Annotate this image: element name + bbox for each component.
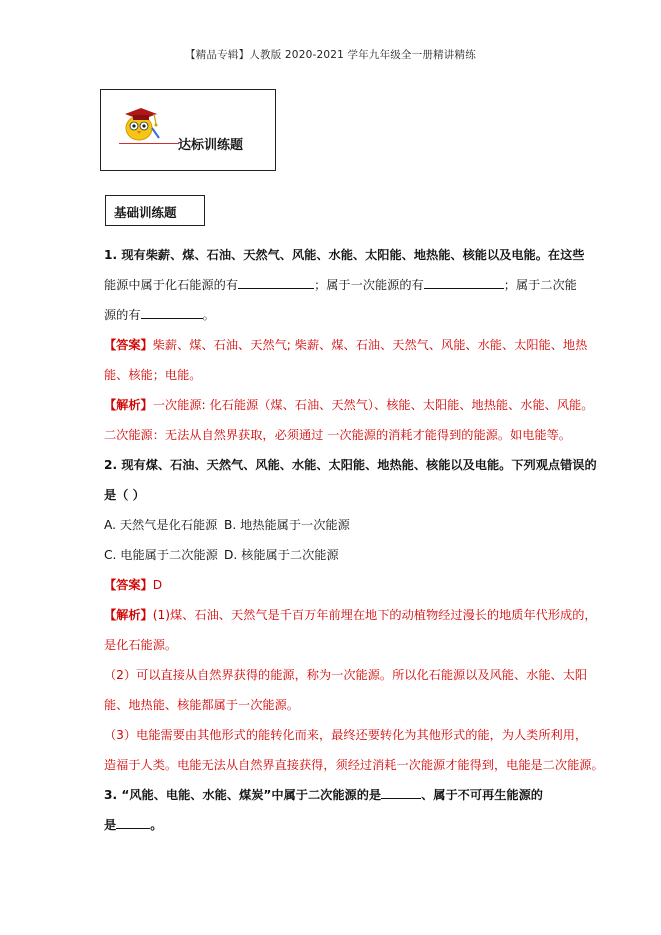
q2-line2: 是（ ）	[104, 488, 145, 502]
q2-analysis-line4: 能、地热能、核能都属于一次能源。	[104, 698, 299, 712]
section-title-basic: 基础训练题	[114, 205, 177, 220]
option-d[interactable]: D. 核能属于二次能源	[224, 548, 339, 562]
answer-blank[interactable]	[238, 277, 314, 289]
q1-analysis-line2: 二次能源：无法从自然界获取，必须通过 一次能源的消耗才能得到的能源。如电能等。	[104, 428, 571, 442]
answer-blank[interactable]	[424, 277, 504, 289]
q2-options-cd	[104, 547, 339, 563]
q3-line2: 是 。	[104, 818, 163, 832]
section-title-practice: 达标训练题	[178, 138, 244, 153]
page-header: 【精品专辑】人教版 2020-2021 学年九年级全一册精讲精练	[185, 49, 476, 61]
section-box-basic	[105, 195, 205, 226]
option-a[interactable]: A. 天然气是化石能源	[104, 518, 218, 532]
q2-line1: 2. 现有煤、石油、天然气、风能、水能、太阳能、地热能、核能以及电能。下列观点错误的	[104, 458, 597, 472]
q1-line1: 1. 现有柴薪、煤、石油、天然气、风能、水能、太阳能、地热能、核能以及电能。在这些	[104, 248, 585, 262]
option-b[interactable]: B. 地热能属于一次能源	[224, 518, 350, 532]
q2-analysis-line6: 造福于人类。电能无法从自然界直接获得，须经过消耗一次能源才能得到，电能是二次能源。	[104, 758, 604, 772]
q2-analysis-line5: （3）电能需要由其他形式的能转化而来，最终还要转化为其他形式的能，为人类所利用，	[104, 728, 588, 742]
q2-options-ab	[104, 517, 350, 533]
q1-line2: 能源中属于化石能源的有 ；属于一次能源的有 ；属于二次能	[104, 278, 577, 292]
answer-blank[interactable]	[116, 817, 150, 829]
title-underline	[119, 143, 179, 144]
q1-analysis-line1: 【解析】一次能源: 化石能源（煤、石油、天然气）、核能、太阳能、地热能、水能、风能。	[104, 398, 594, 412]
answer-blank[interactable]	[141, 307, 203, 319]
section-box-practice	[100, 89, 276, 171]
q2-analysis-line3: （2）可以直接从自然界获得的能源，称为一次能源。所以化石能源以及风能、水能、太阳	[104, 668, 588, 682]
q3-line1: 3. “风能、电能、水能、煤炭”中属于二次能源的是 、属于不可再生能源的	[104, 788, 543, 802]
q1-line3: 源的有 。	[104, 308, 215, 322]
q2-analysis-line1: 【解析】(1)煤、石油、天然气是千百万年前埋在地下的动植物经过漫长的地质年代形成的，	[104, 608, 597, 622]
option-c[interactable]: C. 电能属于二次能源	[104, 548, 218, 562]
q2-analysis-line2: 是化石能源。	[104, 638, 178, 652]
q1-answer-line1: 【答案】柴薪、煤、石油、天然气; 柴薪、煤、石油、天然气、风能、水能、太阳能、地热	[104, 338, 588, 352]
owl-graduate-icon	[119, 98, 165, 144]
q2-answer: 【答案】D	[104, 578, 163, 592]
answer-blank[interactable]	[381, 787, 421, 799]
q1-answer-line2: 能、核能；电能。	[104, 368, 202, 382]
